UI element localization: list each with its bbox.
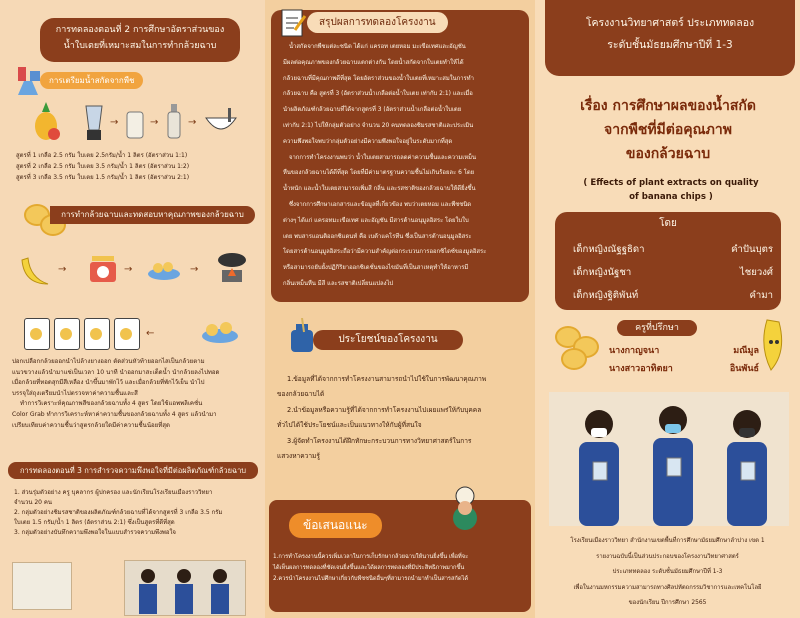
- formula-2: สูตรที่ 2 เกลือ 2.5 กรัม ใบเตย 3.5 กรัม/น้ำ 1 ลิตร (อัตราส่วน 1:2): [16, 163, 190, 170]
- banana-icon: [18, 254, 52, 288]
- exp3-title: การทดลองตอนที่ 3 การสำรวจความพึงพอใจที่มีต่อผลิตภัณฑ์กล้วยฉาบ: [8, 462, 258, 479]
- process-label: การทำกล้วยฉาบและทดสอบหาคุณภาพของกล้วยฉาบ: [50, 206, 255, 224]
- advisor-row: นางกาญจนา มณีมูล: [609, 346, 759, 356]
- by-label: โดย: [659, 218, 677, 229]
- student-figures: [128, 566, 240, 614]
- arrow-icon: →: [58, 264, 67, 275]
- author-row: เด็กหญิงณัฐฐธิดา คำปันบุตร: [573, 244, 773, 255]
- benefit-title: ประโยชน์ของโครงงาน: [313, 330, 463, 350]
- idea-person-icon: [441, 486, 489, 540]
- banana-mascot-icon: [757, 316, 793, 376]
- title-en: ( Effects of plant extracts on quality of banana chips ): [583, 178, 759, 202]
- jar-icon: [124, 108, 146, 140]
- school-footer: โรงเรียนเมืองราววิทยา สำนักงานเขตพื้นที่การศึกษามัธยมศึกษาลำปาง เขต 1 รายงานฉบับนี้เป็นส่วนประกอบของโครงงานวิทยาศาสตร์ ประเภททดลอง ระดับชั้นมัธยมศึกษาปีที่ 1-3 เพื่อในงานมหกรรมความสามารถทางศิลปหัตถกรรมวิชาการและเทคโนโลยี ของนักเรียน ปีการศึกษา 2565: [570, 538, 765, 607]
- plate-chips-icon: [200, 312, 240, 346]
- arrow-icon: →: [188, 117, 197, 128]
- chip-bag-icon: [24, 318, 50, 350]
- prep-label: การเตรียมน้ำสกัดจากพืช: [40, 72, 143, 89]
- banana-chip-icon: [561, 348, 587, 370]
- blender-icon: [82, 104, 106, 142]
- author-row: เด็กหญิงนัฐชา ไชยวงศ์: [573, 267, 773, 278]
- formula-list: [16, 150, 256, 183]
- summary-title: สรุปผลการทดลองโครงงาน: [307, 12, 448, 33]
- arrow-icon: ←: [146, 328, 155, 339]
- arrow-icon: →: [110, 117, 119, 128]
- pineapple-icon: [30, 100, 62, 142]
- chip-bag-icon: [84, 318, 110, 350]
- bottle-icon: [166, 104, 182, 140]
- benefit-list: 1.ข้อมูลที่ได้จากการทำโครงงานสามารถนำไปใช้ในการพัฒนาคุณภาพ ของกล้วยฉาบได้ 2.นำข้อมูลหรือความรู้ที่ได้จากการทำโครงงานไปเผยแพร่ให้กับบุคคล ทั่วไปได้ใช้ประโยชน์และเป็นแนวทางให้กับผู้ที่สนใจ 3.ผู้จัดทำโครงงานได้ฝึกทักษะกระบวนการทางวิทยาศาสตร์ในการ แสวงหาความรู้: [277, 375, 487, 461]
- summary-text: น้ำสกัดจากพืชแต่ละชนิด ได้แก่ แครอท เตยหอม มะเขือเทศและอัญชัน มีผลต่อคุณภาพของกล้วยฉาบแตกต่างกัน โดยน้ำสกัดจากใบเตยทำให้ได้ กล้วยฉาบที่มีคุณภาพดีที่สุด โดยอัตราส่วนของน้ำใบเตยที่เหมาะสมในการทำ กล้วยฉาบ คือ สูตรที่ 3 (อัตราส่วนน้ำเกลือต่อน้ำใบเตย เท่ากับ 2:1) และเมื่อ นำผลิตภัณฑ์กล้วยฉาบที่ได้จากสูตรที่ 3 (อัตราส่วนน้ำเกลือต่อน้ำใบเตย เท่ากับ 2:1) ไปให้กลุ่มตัวอย่าง จำนวน 20 คนทดลองชิมรสชาติและประเมิน ความพึงพอใจพบว่ากลุ่มตัวอย่างมีความพึงพอใจอยู่ในระดับมากที่สุด จากการทำโครงงานพบว่า น้ำใบเตยสามารถลดค่าความชื้นและความเหม็น หืนของกล้วยฉาบได้ดีที่สุด โดยที่มีค่ามาตรฐานความชื้นไม่เกินร้อยละ 6 โดย น้ำหนัก และน้ำใบเตยสามารถเพิ่มสี กลิ่น และรสชาติของกล้วยฉาบให้ดียิ่งขึ้น ซึ่งจากการศึกษาเอกสารและข้อมูลที่เกี่ยวข้อง พบว่าเตยหอม และพืชชนิด ต่างๆ ได้แก่ แครอทมะเขือเทศ และอัญชัน มีสารต้านอนุมูลอิสระ โดยใบใบ เตย พบสารแอนติออกซิแดนท์ คือ เบต้าแคโรทีน ซึ่งเป็นสารต้านอนุมูลอิสระ โดยสารต้านอนุมูลอิสระถือว่ามีความสำคัญต่อกระบวนการออกซิไดซ์ของมูลอิสระ หรือสามารถยับยั้งปฏิกิริยาออกซิเดชั่นของไขมันที่เป็นสาเหตุทำให้อาหารมี กลิ่นเหม็นหืน มีสี และรสชาติเปลี่ยนแปลงไป: [283, 44, 487, 287]
- clipboard-icon: [279, 6, 307, 38]
- middle-column: [265, 0, 535, 618]
- right-column: [535, 0, 800, 618]
- arrow-icon: →: [190, 264, 199, 275]
- advisor-list: [609, 342, 759, 378]
- formula-3: สูตรที่ 3 เกลือ 3.5 กรัม ใบเตย 1.5 กรัม/น้ำ 1 ลิตร (อัตราส่วน 2:1): [16, 174, 190, 181]
- chip-bag-icon: [54, 318, 80, 350]
- student-figures: [563, 398, 783, 526]
- formula-1: สูตรที่ 1 เกลือ 2.5 กรัม ใบเตย 2.5กรัม/น้ำ 1 ลิตร (อัตราส่วน 1:1): [16, 152, 188, 159]
- survey-photo: [12, 562, 72, 610]
- exp2-title: การทดลองตอนที่ 2 การศึกษาอัตราส่วนของ น้ำใบเตยที่เหมาะสมในการทำกล้วยฉาบ: [40, 18, 240, 62]
- project-type: โครงงานวิทยาศาสตร์ ประเภททดลอง ระดับชั้นมัธยมศึกษาปีที่ 1-3: [585, 17, 755, 51]
- plate-chips-icon: [146, 256, 182, 282]
- advisor-row: นางสาวอาทิตยา อินพันธ์: [609, 364, 759, 374]
- bowl-icon: [204, 108, 238, 138]
- author-row: เด็กหญิงฐิติพันท์ คำมา: [573, 290, 773, 301]
- arrow-icon: →: [124, 264, 133, 275]
- scale-icon: [88, 250, 118, 284]
- left-column: [0, 0, 265, 618]
- exp3-list: 1. ส่วนรุ่มตัวอย่าง ครู บุคลากร ผู้ปกครอง และนักเรียนโรงเรียนเมืองราววิทยา จำนวน 20 คน 2. กลุ่มตัวอย่างชิมรสชาติของผลิตภัณฑ์กล้วยฉาบที่ได้จากสูตรที่ 3 เกลือ 3.5 กรัม ใบเตย 1.5 กรัม/น้ำ 1 ลิตร (อัตราส่วน 2:1) ซึ่งเป็นสูตรที่ดีที่สุด 3. กลุ่มตัวอย่างบันทึกความพึงพอใจในแบบสำรวจความพึงพอใจ: [14, 489, 223, 536]
- suggest-title: ข้อเสนอแนะ: [289, 513, 382, 538]
- process-description: ปอกเปลือกกล้วยออกนำไปล้างยางออก ตัดส่วนหัวท้ายออกไสเป็นกล้วยตาม แนวขวางแล้วนำมาแช่เป็นเวลา 10 นาที นำออกมาสะเด็ดน้ำ นำกล้วยลงไปทอด เมื่อกล้วยที่ทอดสุกมีสีเหลือง นำขึ้นมาพักไว้ และเมื่อกล้วยที่พักไว้เย็น นำไป บรรจุใส่ถุงเตรียมนำไปตรวจหาค่าความชื้นและสี ทำการวิเคราะห์คุณภาพสีของกล้วยฉาบทั้ง 4 สูตร โดยใช้แอพพลิเคชั่น Color Grab ทำการวิเคราะห์หาค่าความชื้นของกล้วยฉาบทั้ง 4 สูตร แล้วนำมา เปรียบเทียบค่าความชื้นว่าสูตรกล้วยใดมีค่าความชื้นน้อยที่สุด: [12, 358, 220, 429]
- suggest-list: 1.การทำโครงงานนี้ควรเพิ่มเวลาในการเก็บรักษากล้วยฉาบให้นานยิ่งขึ้น เพื่อที่จะ ได้เห็นผลการทดลองที่ชัดเจนยิ่งขึ้นและได้ผลการทดลองที่มีประสิทธิภาพมากขึ้น 2.ควรนำโครงงานไปศึกษาเกี่ยวกับพืชชนิดอื่นๆที่สามารถนำมาทำเป็นสารสกัดได้: [273, 554, 469, 582]
- frying-pan-icon: [212, 240, 252, 286]
- author-list: [573, 238, 773, 307]
- advisor-label: ครูที่ปรึกษา: [617, 320, 697, 336]
- chip-bag-icon: [114, 318, 140, 350]
- arrow-icon: →: [150, 117, 159, 128]
- title-th: เรื่อง การศึกษาผลของน้ำสกัด จากพืชที่มีต่อคุณภาพ ของกล้วยฉาบ: [580, 98, 756, 162]
